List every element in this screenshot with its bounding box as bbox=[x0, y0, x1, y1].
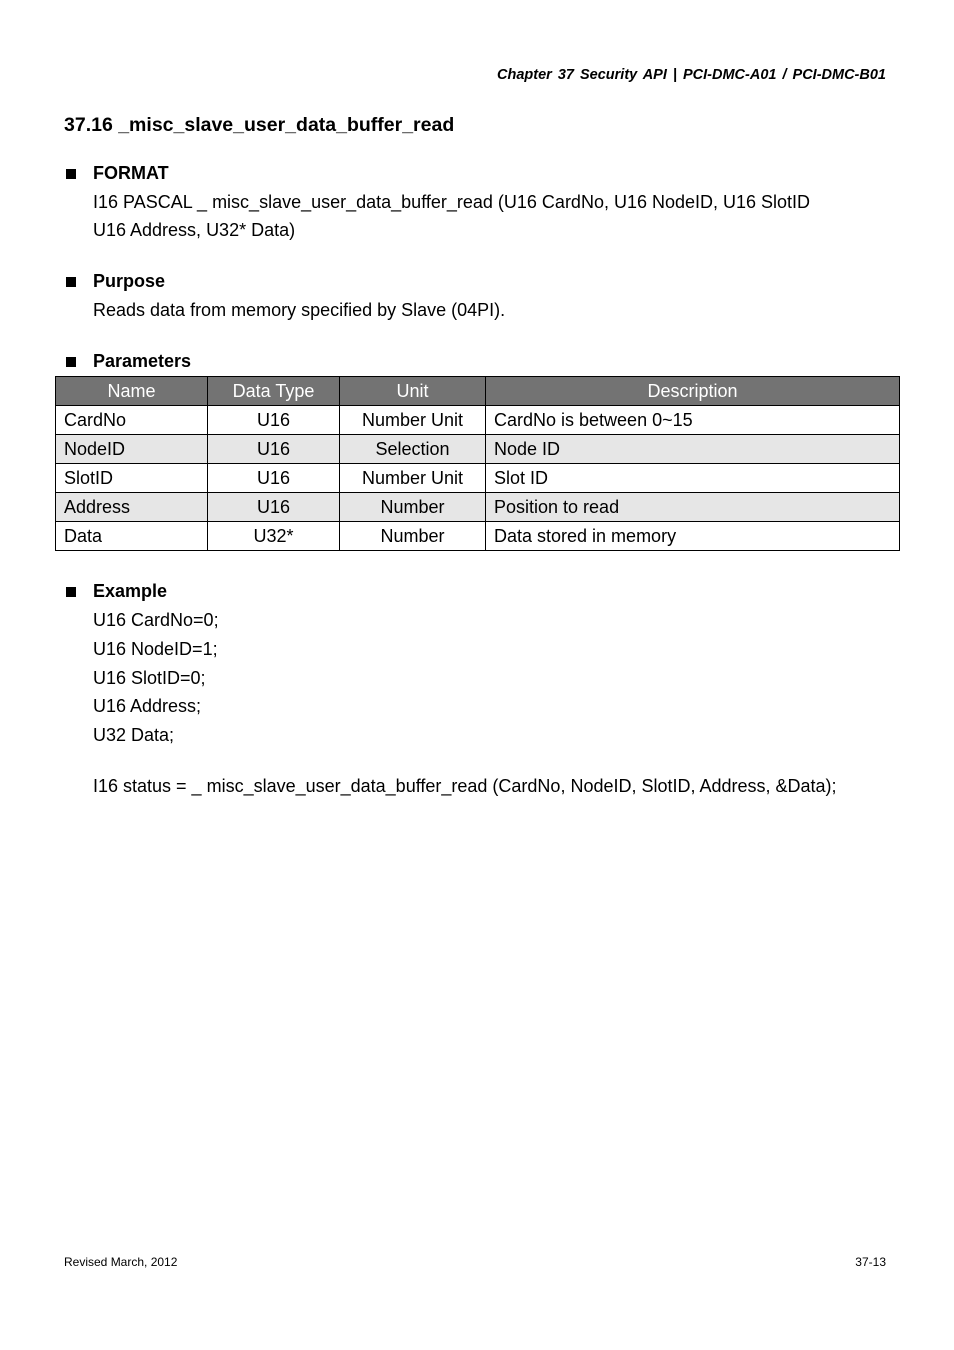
column-header-data-type: Data Type bbox=[208, 377, 340, 406]
example-line: U16 NodeID=1; bbox=[93, 639, 218, 659]
cell-name: Data bbox=[56, 522, 208, 551]
format-line: U16 Address, U32* Data) bbox=[93, 220, 296, 240]
format-line: I16 PASCAL _ misc_slave_user_data_buffer_read (U16 CardNo, U16 NodeID, U16 SlotID bbox=[93, 192, 811, 212]
square-bullet-icon bbox=[66, 277, 76, 287]
cell-unit: Number Unit bbox=[340, 406, 486, 435]
table-row bbox=[56, 493, 900, 522]
cell-description: Position to read bbox=[486, 493, 900, 522]
purpose-heading bbox=[64, 271, 165, 292]
cell-description: Slot ID bbox=[486, 464, 900, 493]
table-row bbox=[56, 435, 900, 464]
purpose-heading-label: Purpose bbox=[93, 271, 166, 291]
example-call-line: I16 status = _ misc_slave_user_data_buffer_read (CardNo, NodeID, SlotID, Address, &Data); bbox=[93, 776, 837, 796]
square-bullet-icon bbox=[66, 587, 76, 597]
table-header-row bbox=[56, 377, 900, 406]
cell-unit: Selection bbox=[340, 435, 486, 464]
column-header-unit: Unit bbox=[340, 377, 486, 406]
cell-unit: Number Unit bbox=[340, 464, 486, 493]
cell-description: CardNo is between 0~15 bbox=[486, 406, 900, 435]
column-header-description: Description bbox=[486, 377, 900, 406]
example-line: U16 CardNo=0; bbox=[93, 610, 219, 630]
cell-unit: Number bbox=[340, 522, 486, 551]
cell-data-type: U16 bbox=[208, 435, 340, 464]
footer-revision: Revised March, 2012 bbox=[64, 1255, 178, 1269]
square-bullet-icon bbox=[66, 169, 76, 179]
footer-page-number: 37-13 bbox=[855, 1255, 886, 1269]
cell-data-type: U16 bbox=[208, 406, 340, 435]
cell-data-type: U32* bbox=[208, 522, 340, 551]
cell-description: Node ID bbox=[486, 435, 900, 464]
cell-unit: Number bbox=[340, 493, 486, 522]
table-row bbox=[56, 406, 900, 435]
section-title: 37.16 _misc_slave_user_data_buffer_read bbox=[64, 114, 455, 136]
cell-name: NodeID bbox=[56, 435, 208, 464]
purpose-text: Reads data from memory specified by Slave (04PI). bbox=[93, 300, 506, 320]
parameters-heading bbox=[64, 351, 191, 372]
cell-name: CardNo bbox=[56, 406, 208, 435]
example-line: U16 SlotID=0; bbox=[93, 668, 206, 688]
cell-data-type: U16 bbox=[208, 464, 340, 493]
square-bullet-icon bbox=[66, 357, 76, 367]
cell-name: Address bbox=[56, 493, 208, 522]
cell-data-type: U16 bbox=[208, 493, 340, 522]
table-row bbox=[56, 522, 900, 551]
table-row bbox=[56, 464, 900, 493]
format-heading bbox=[64, 163, 169, 184]
example-heading bbox=[64, 581, 167, 602]
example-line: U32 Data; bbox=[93, 725, 175, 745]
example-heading-label: Example bbox=[93, 581, 168, 601]
parameters-heading-label: Parameters bbox=[93, 351, 192, 371]
format-heading-label: FORMAT bbox=[93, 163, 169, 183]
column-header-name: Name bbox=[56, 377, 208, 406]
example-line: U16 Address; bbox=[93, 696, 202, 716]
cell-description: Data stored in memory bbox=[486, 522, 900, 551]
page-header: Chapter 37 Security API | PCI-DMC-A01 / PCI-DMC-B01 bbox=[497, 67, 886, 83]
cell-name: SlotID bbox=[56, 464, 208, 493]
parameters-table bbox=[55, 376, 900, 551]
